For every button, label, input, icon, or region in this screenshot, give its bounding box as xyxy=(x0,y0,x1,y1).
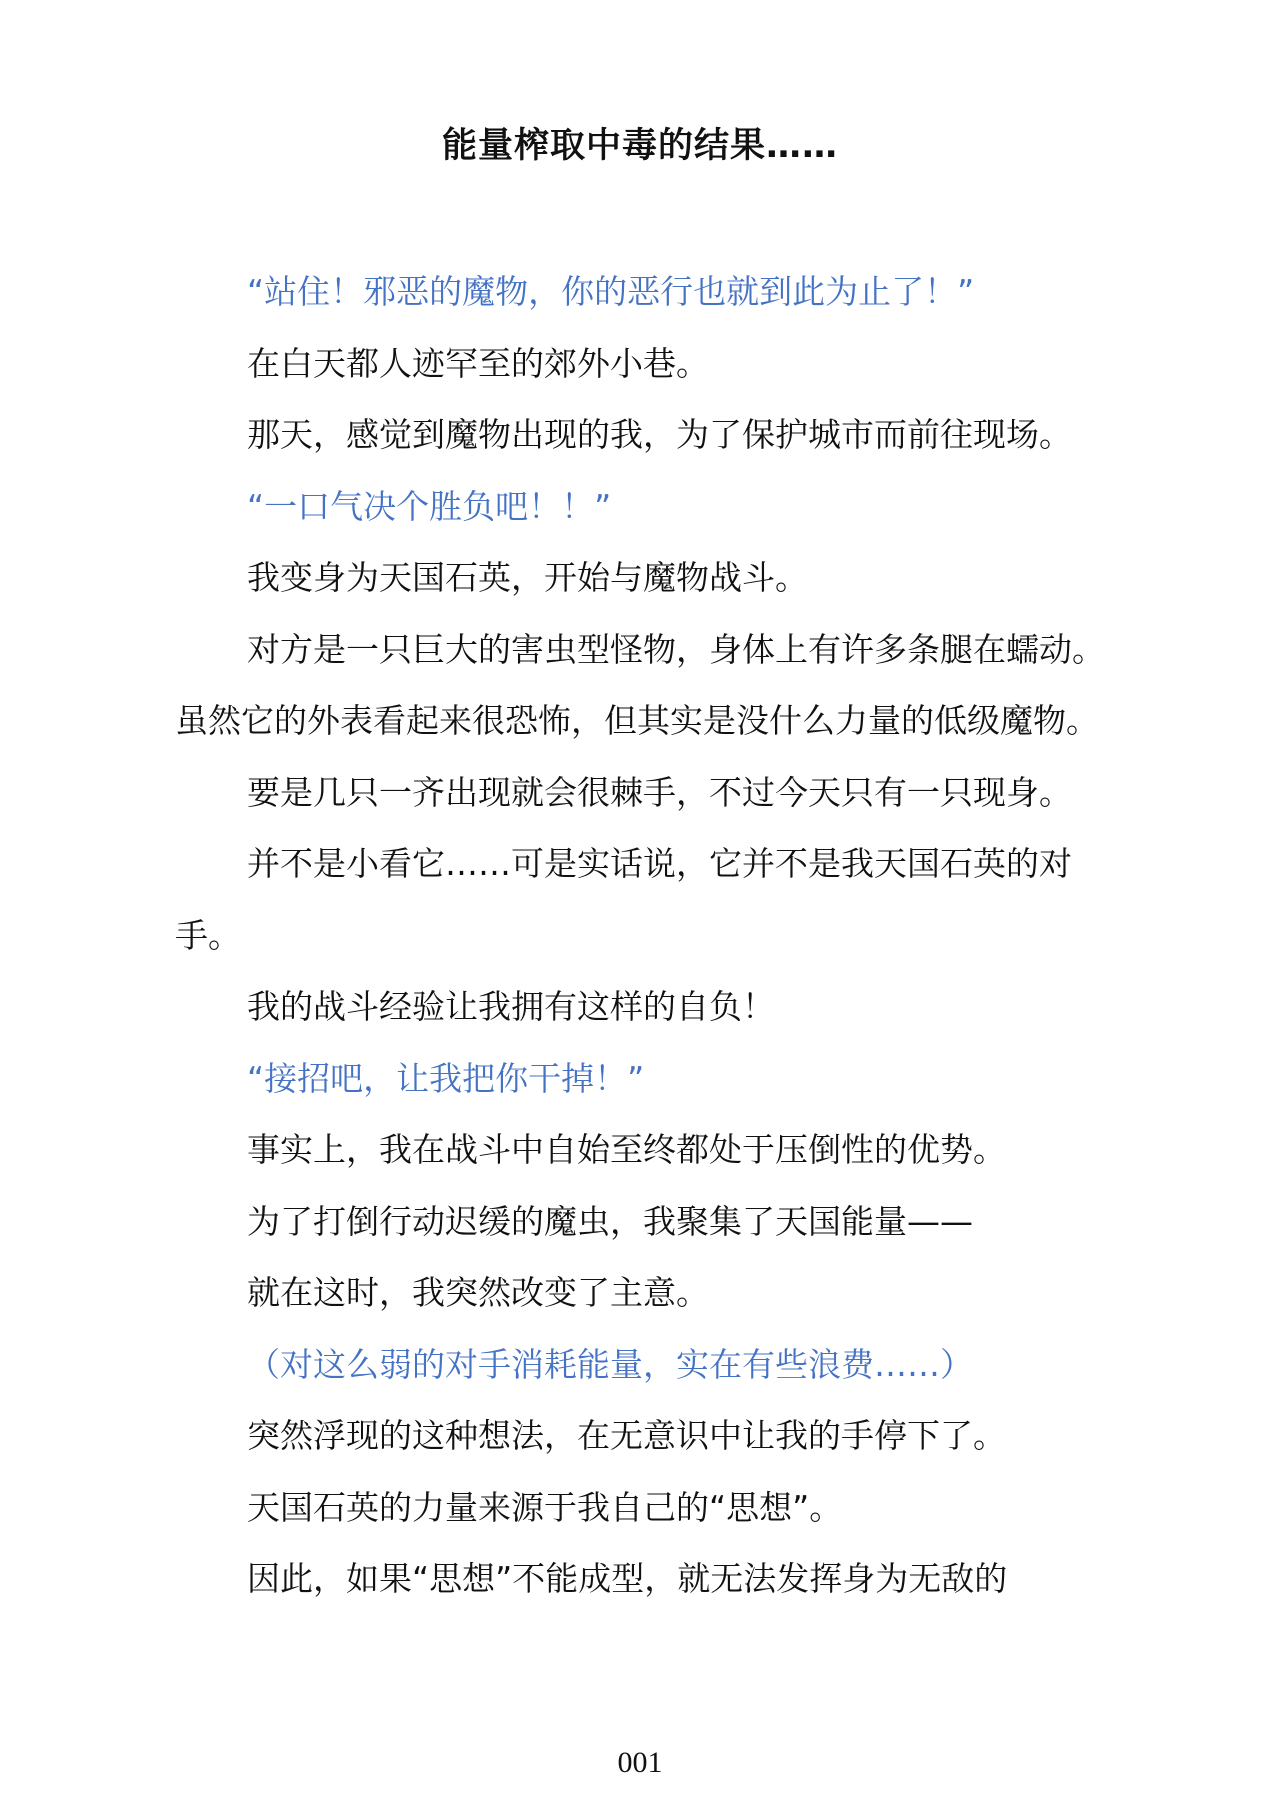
narration-paragraph: 天国石英的力量来源于我自己的“思想”。 xyxy=(247,1487,843,1527)
narration-paragraph: 因此，如果“思想”不能成型，就无法发挥身为无敌的 xyxy=(247,1559,1008,1598)
dialog-line: “接招吧，让我把你干掉！” xyxy=(247,1058,645,1098)
narration-paragraph: 在白天都人迹罕至的郊外小巷。 xyxy=(247,343,709,383)
body-text xyxy=(175,256,1135,1615)
narration-paragraph: 我的战斗经验让我拥有这样的自负！ xyxy=(247,987,775,1026)
narration-paragraph: 要是几只一齐出现就会很棘手，不过今天只有一只现身。 xyxy=(247,772,1072,812)
narration-paragraph: 并不是小看它……可是实话说，它并不是我天国石英的对手。 xyxy=(175,844,1072,955)
narration-paragraph: 就在这时，我突然改变了主意。 xyxy=(247,1273,709,1312)
narration-paragraph: 突然浮现的这种想法，在无意识中让我的手停下了。 xyxy=(247,1416,1006,1455)
narration-paragraph: 为了打倒行动迟缓的魔虫，我聚集了天国能量—— xyxy=(247,1201,973,1241)
page-number: 001 xyxy=(617,1746,663,1779)
dialog-line: “一口气决个胜负吧！！” xyxy=(247,486,612,526)
chapter-title: 能量榨取中毒的结果…… xyxy=(441,126,838,166)
inner-thought-line: （对这么弱的对手消耗能量，实在有些浪费……） xyxy=(247,1344,973,1384)
narration-paragraph: 对方是一只巨大的害虫型怪物，身体上有许多条腿在蠕动。虽然它的外表看起来很恐怖，但其实是没什么力量的低级魔物。 xyxy=(175,629,1105,740)
dialog-line: “站住！邪恶的魔物，你的恶行也就到此为止了！” xyxy=(247,272,975,311)
narration-paragraph: 事实上，我在战斗中自始至终都处于压倒性的优势。 xyxy=(247,1130,1006,1169)
narration-paragraph: 那天，感觉到魔物出现的我，为了保护城市而前往现场。 xyxy=(247,415,1072,454)
narration-paragraph: 我变身为天国石英，开始与魔物战斗。 xyxy=(247,558,808,597)
